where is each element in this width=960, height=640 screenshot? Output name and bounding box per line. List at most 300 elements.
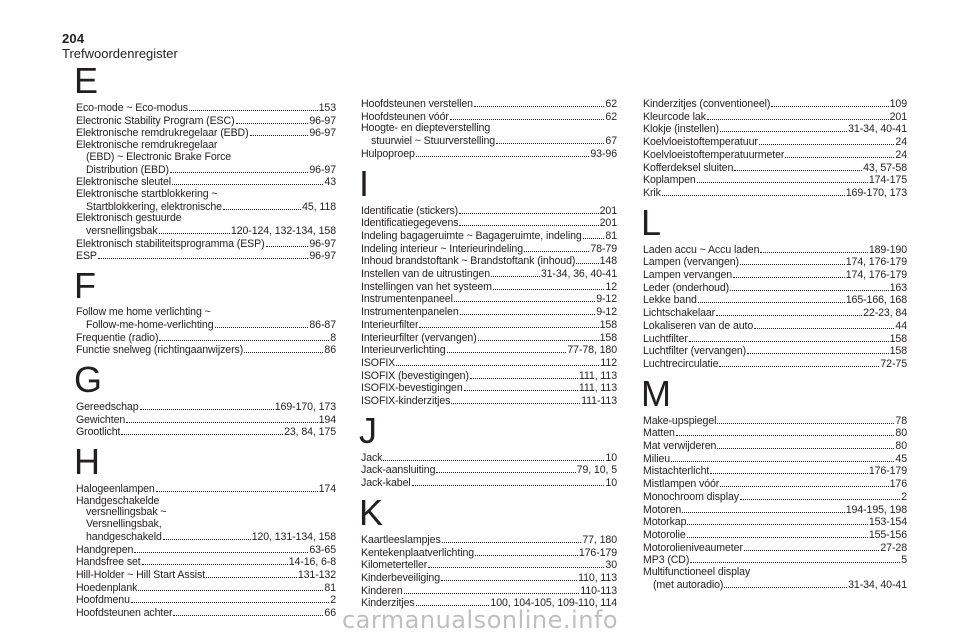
entry-term: Lokaliseren van de auto (643, 320, 754, 332)
dot-leader (450, 111, 605, 120)
dot-leader (436, 464, 575, 473)
entry-term: stuurwiel ~ Stuurverstelling (371, 136, 496, 148)
entry-pages: 109 (889, 98, 907, 110)
dot-leader (754, 320, 894, 329)
entry-pages: 86-87 (309, 318, 336, 331)
entry-term: Interieurfilter (361, 319, 419, 331)
dot-leader (442, 534, 582, 543)
entry-term: Distribution (EBD) (86, 164, 169, 176)
entry-term: Jack-aansluiting (361, 465, 436, 477)
dot-leader (724, 579, 847, 588)
dot-leader (720, 123, 847, 132)
index-entry (361, 306, 617, 319)
index-entry (361, 572, 617, 585)
entry-pages: 78-79 (590, 242, 617, 255)
dot-leader (716, 307, 862, 316)
dot-leader (244, 344, 323, 353)
entry-pages: 96-97 (309, 163, 336, 176)
dot-leader (215, 319, 309, 328)
entry-term: Leder (onderhoud) (643, 282, 730, 294)
entry-term: Instrumentenpaneel (361, 294, 453, 306)
entry-term: ISOFIX (361, 357, 396, 369)
entry-term: Elektronische remdrukregelaar (EBD) (76, 128, 249, 140)
entry-pages: 176-179 (868, 465, 907, 478)
entry-term: handgeschakeld (86, 531, 162, 543)
dot-leader (717, 440, 894, 449)
index-entry (643, 491, 907, 504)
entry-term: Handgeschakelde (76, 495, 160, 507)
entry-pages: 72-75 (880, 357, 907, 370)
entry-pages: 45 (895, 452, 907, 465)
entry-term: Electronic Stability Program (ESC) (76, 115, 235, 127)
index-entry (643, 554, 907, 567)
dot-leader (460, 306, 596, 315)
entry-term: ESP (76, 251, 97, 263)
entry-term: Inhoud brandstoftank ~ Brandstoftank (inhoud) (361, 256, 576, 268)
index-entry (76, 238, 336, 251)
index-entry (361, 281, 617, 294)
entry-term: Koelvloeistoftemperatuur (643, 137, 758, 149)
entry-pages: 14-16, 6-8 (288, 556, 336, 569)
dot-leader (744, 542, 880, 551)
entry-pages: 44 (895, 319, 907, 332)
entry-term: Motorolieniveaumeter (643, 542, 743, 554)
entry-pages: 8 (330, 331, 336, 344)
entry-term: Hoofdsteunen vóór (361, 111, 449, 123)
dot-leader (250, 127, 309, 136)
entry-pages: 9-12 (596, 306, 617, 319)
index-entry (643, 542, 907, 555)
dot-leader (734, 162, 862, 171)
entry-pages: 120-124, 132-134, 158 (230, 225, 336, 238)
entry-pages: 153-154 (868, 516, 907, 529)
index-entry (76, 176, 336, 189)
entry-term: Hill-Holder ~ Hill Start Assist (76, 569, 206, 581)
dot-leader (451, 395, 580, 404)
dot-leader (583, 230, 605, 239)
index-entry (361, 148, 617, 161)
index-entry (643, 478, 907, 491)
entry-term: Kilometerteller (361, 560, 428, 572)
entry-pages: 158 (599, 318, 617, 331)
dot-leader (428, 559, 604, 568)
entry-pages: 77, 180 (582, 533, 617, 546)
entry-term: Luchtrecirculatie (643, 358, 719, 370)
entry-pages: 155-156 (868, 528, 907, 541)
entry-pages: 169-170, 173 (845, 186, 907, 199)
dot-leader (689, 333, 889, 342)
section-letter: I (359, 162, 370, 204)
dot-leader (576, 255, 598, 264)
dot-leader (698, 294, 845, 303)
entry-pages: 2 (330, 594, 336, 607)
index-section (74, 358, 336, 439)
index-entry (361, 255, 617, 268)
entry-pages: 96-97 (309, 127, 336, 140)
entry-pages: 174, 176-179 (845, 269, 907, 282)
entry-pages: 194-195, 198 (845, 503, 907, 516)
index-entry (643, 440, 907, 453)
entry-term: Mistachterlicht (643, 466, 710, 478)
dot-leader (163, 531, 251, 540)
dot-leader (720, 478, 888, 487)
dot-leader (710, 465, 868, 474)
entry-term: (EBD) ~ Electronic Brake Force (86, 151, 232, 163)
index-entry (643, 256, 907, 269)
entry-pages: 96-97 (309, 237, 336, 250)
dot-leader (170, 164, 308, 173)
dot-leader (682, 504, 845, 513)
dot-leader (524, 243, 589, 252)
index-entry (76, 426, 336, 439)
index-column-2 (361, 58, 617, 610)
dot-leader (491, 268, 540, 277)
index-entry (643, 98, 907, 111)
entry-term: Instrumentenpanelen (361, 307, 459, 319)
entry-pages: 163 (889, 281, 907, 294)
entry-term: Gewichten (76, 414, 126, 426)
page-header (62, 32, 178, 61)
index-entry (643, 504, 907, 517)
section-letter: M (641, 372, 671, 414)
index-entry (76, 531, 336, 544)
entry-term: versnellingsbak (86, 226, 158, 238)
entry-pages: 201 (599, 204, 617, 217)
index-entry (643, 307, 907, 320)
entry-pages: 81 (324, 581, 336, 594)
entry-term: Mat verwijderen (643, 441, 717, 453)
entry-term: Indeling interieur ~ Interieurindeling (361, 243, 523, 255)
index-entry (361, 205, 617, 218)
index-entry (76, 414, 336, 427)
entry-pages: 80 (895, 427, 907, 440)
index-entry (361, 382, 617, 395)
index-column-1 (76, 58, 336, 620)
entry-pages: 120, 131-134, 158 (251, 530, 336, 543)
entry-term: Handsfree set (76, 557, 141, 569)
entry-term: Follow me home verlichting ~ (76, 307, 211, 319)
dot-leader (717, 415, 894, 424)
entry-term: Koplampen (643, 175, 696, 187)
entry-pages: 22-23, 84 (863, 307, 907, 320)
index-section (361, 98, 617, 161)
entry-pages: 27-28 (880, 541, 907, 554)
dot-leader (464, 382, 578, 391)
index-entry (76, 115, 336, 128)
entry-term: Elektronische startblokkering ~ (76, 188, 218, 200)
dot-leader (671, 453, 894, 462)
entry-term: Jack (361, 452, 383, 464)
entry-term: versnellingsbak ~ (86, 507, 167, 519)
dot-leader (740, 256, 845, 265)
index-entry (76, 507, 336, 519)
index-entry (76, 319, 336, 332)
index-section (359, 409, 617, 490)
entry-term: ISOFIX-bevestigingen (361, 383, 463, 395)
entry-pages: 77-78, 180 (567, 344, 617, 357)
entry-term: (met autoradio) (653, 579, 724, 591)
entry-pages: 169-170, 173 (274, 400, 336, 413)
entry-term: Gereedschap (76, 401, 139, 413)
index-entry (361, 217, 617, 230)
entry-pages: 62 (605, 110, 617, 123)
index-entry (361, 98, 617, 111)
entry-term: Motoren (643, 504, 682, 516)
entry-pages: 100, 104-105, 109-110, 114 (490, 597, 617, 610)
entry-term: Monochroom display (643, 491, 739, 503)
entry-pages: 174, 176-179 (845, 256, 907, 269)
dot-leader (493, 281, 605, 290)
entry-term: Versnellingsbak, (86, 519, 162, 531)
dot-leader (142, 556, 288, 565)
dot-leader (740, 491, 900, 500)
entry-pages: 30 (605, 559, 617, 572)
index-section (74, 441, 336, 620)
dot-leader (478, 332, 599, 341)
index-entry (643, 244, 907, 257)
entry-pages: 24 (895, 136, 907, 149)
entry-pages: 131-132 (297, 568, 336, 581)
dot-leader (771, 98, 888, 107)
entry-pages: 158 (889, 332, 907, 345)
dot-leader (412, 477, 605, 486)
entry-term: Kinderzitjes (conventioneel) (643, 99, 771, 110)
index-entry (643, 174, 907, 187)
entry-term: Handgrepen (76, 544, 134, 556)
entry-term: Halogeenlampen (76, 484, 155, 496)
entry-term: Milieu (643, 453, 671, 465)
entry-pages: 62 (605, 98, 617, 110)
index-entry (643, 529, 907, 542)
entry-pages: 201 (889, 110, 907, 123)
entry-term: Elektronisch stabiliteitsprogramma (ESP) (76, 238, 265, 250)
entry-term: Kinderen (361, 585, 403, 597)
index-entry (361, 319, 617, 332)
entry-pages: 176-179 (578, 546, 617, 559)
entry-term: MP3 (CD) (643, 555, 690, 567)
dot-leader (785, 149, 894, 158)
index-entry (361, 370, 617, 383)
entry-term: Lampen (vervangen) (643, 257, 739, 269)
entry-pages: 23, 84, 175 (284, 426, 336, 439)
dot-leader (159, 225, 230, 234)
entry-pages: 2 (901, 490, 907, 503)
dot-leader (383, 452, 604, 461)
index-entry (76, 250, 336, 263)
index-entry (643, 333, 907, 346)
entry-term: Luchtfilter (vervangen) (643, 346, 747, 358)
index-entry (361, 123, 617, 135)
section-letter: G (74, 358, 103, 400)
dot-leader (419, 319, 598, 328)
index-entry (643, 465, 907, 478)
dot-leader (676, 427, 895, 436)
index-entry (643, 579, 907, 592)
entry-term: Jack-kabel (361, 478, 411, 490)
entry-term: Kentekenplaatverlichting (361, 547, 475, 559)
page-title: Trefwoordenregister (62, 46, 178, 61)
index-entry (361, 547, 617, 560)
index-entry (361, 230, 617, 243)
dot-leader (697, 174, 868, 183)
entry-term: Krik (643, 187, 661, 199)
dot-leader (98, 250, 308, 259)
dot-leader (707, 111, 889, 120)
index-entry (76, 152, 336, 164)
entry-pages: 153 (318, 102, 336, 114)
index-entry (643, 567, 907, 579)
index-entry (76, 164, 336, 177)
index-entry (361, 268, 617, 281)
dot-leader (441, 572, 577, 581)
index-entry (76, 213, 336, 225)
dot-leader (454, 293, 595, 302)
dot-leader (759, 136, 895, 145)
section-letter: K (359, 491, 384, 533)
index-section (359, 162, 617, 408)
entry-pages: 111, 113 (578, 382, 617, 395)
index-entry (361, 243, 617, 256)
dot-leader (172, 176, 323, 185)
index-entry (643, 187, 907, 200)
index-entry (76, 127, 336, 140)
dot-leader (459, 205, 599, 214)
section-letter: J (359, 409, 377, 451)
index-entry (361, 395, 617, 408)
section-letter: H (74, 441, 100, 483)
entry-term: Elektronische remdrukregelaar (76, 140, 218, 152)
entry-term: Make-upspiegel (643, 415, 717, 427)
entry-pages: 24 (895, 148, 907, 161)
index-entry (643, 358, 907, 371)
entry-term: Functie snelweg (richtingaanwijzers) (76, 345, 244, 357)
entry-term: Hulpoproep (361, 148, 415, 160)
index-entry (76, 569, 336, 582)
index-entry (76, 140, 336, 152)
entry-pages: 5 (901, 554, 907, 567)
index-entry (76, 483, 336, 496)
dot-leader (416, 148, 590, 157)
entry-term: Elektronisch gestuurde (76, 213, 182, 225)
entry-pages: 31-34, 40-41 (848, 578, 907, 591)
entry-term: Follow-me-home-verlichting (86, 319, 214, 331)
entry-term: Lampen vervangen (643, 270, 733, 282)
dot-leader (140, 401, 274, 410)
index-entry (361, 534, 617, 547)
index-entry (361, 357, 617, 370)
entry-pages: 9-12 (596, 293, 617, 306)
entry-term: Eco-mode ~ Eco-modus (76, 103, 188, 114)
entry-term: Kaartleeslampjes (361, 534, 441, 546)
entry-term: Hoogte- en diepteverstelling (361, 123, 491, 135)
entry-pages: 111, 113 (578, 369, 617, 382)
entry-term: Hoedenplank (76, 582, 138, 594)
index-entry (643, 123, 907, 136)
index-entry (643, 136, 907, 149)
entry-term: Luchtfilter (643, 333, 688, 345)
dot-leader (687, 529, 868, 538)
entry-term: Frequentie (radio) (76, 332, 159, 344)
entry-term: Multifunctioneel display (643, 567, 751, 579)
dot-leader (223, 201, 301, 210)
entry-pages: 176 (889, 478, 907, 491)
watermark: carmanualsonline.info (341, 606, 619, 634)
entry-term: Interieurfilter (vervangen) (361, 332, 477, 344)
entry-pages: 86 (324, 344, 336, 357)
index-entry (643, 294, 907, 307)
entry-term: Mistlampen vóór (643, 479, 720, 491)
entry-term: Instellingen van het systeem (361, 281, 492, 293)
dot-leader (189, 102, 318, 111)
entry-term: Koelvloeistoftemperatuurmeter (643, 149, 785, 161)
entry-term: Interieurverlichting (361, 345, 446, 357)
index-entry (76, 189, 336, 201)
page-number: 204 (62, 31, 85, 46)
dot-leader (121, 426, 283, 435)
dot-leader (662, 187, 845, 196)
dot-leader (760, 244, 867, 253)
index-entry (361, 332, 617, 345)
section-letter: F (74, 265, 96, 307)
index-entry (76, 307, 336, 319)
entry-pages: 110, 113 (578, 571, 617, 584)
entry-pages: 111-113 (581, 395, 617, 408)
entry-pages: 96-97 (309, 114, 336, 127)
entry-term: Hoofdmenu (76, 595, 130, 607)
dot-leader (730, 282, 889, 291)
dot-leader (138, 582, 323, 591)
dot-leader (690, 554, 900, 563)
index-entry (76, 344, 336, 357)
index-entry (361, 585, 617, 598)
dot-leader (159, 332, 329, 341)
entry-pages: 112 (600, 356, 617, 369)
entry-pages: 194 (318, 413, 336, 426)
dot-leader (206, 569, 297, 578)
entry-term: Matten (643, 428, 675, 440)
entry-term: Startblokkering, elektronische (86, 201, 222, 213)
entry-pages: 66 (324, 607, 336, 620)
dot-leader (236, 115, 309, 124)
index-section (643, 98, 907, 200)
entry-pages: 189-190 (868, 243, 907, 256)
index-entry (76, 225, 336, 238)
entry-term: Kofferdeksel sluiten (643, 162, 734, 174)
entry-term: Hoofdsteunen verstellen (361, 99, 473, 110)
index-entry (361, 344, 617, 357)
entry-term: Instellen van de uitrustingen (361, 269, 491, 281)
entry-term: Identificatie (stickers) (361, 205, 459, 217)
dot-leader (396, 357, 599, 366)
dot-leader (470, 370, 578, 379)
entry-pages: 96-97 (309, 250, 336, 263)
entry-term: Kinderzitjes (361, 598, 415, 610)
entry-pages: 79, 10, 5 (576, 464, 617, 477)
dot-leader (474, 98, 604, 107)
index-entry (76, 496, 336, 508)
dot-leader (459, 217, 598, 226)
dot-leader (131, 594, 329, 603)
entry-term: ISOFIX-kinderzitjes (361, 396, 451, 408)
index-section (74, 60, 336, 263)
dot-leader (687, 516, 867, 525)
entry-pages: 31-34, 36, 40-41 (540, 268, 617, 281)
dot-leader (156, 483, 318, 492)
entry-pages: 158 (599, 331, 617, 344)
index-entry (76, 556, 336, 569)
entry-term: Grootlicht (76, 427, 121, 439)
index-section (359, 491, 617, 610)
